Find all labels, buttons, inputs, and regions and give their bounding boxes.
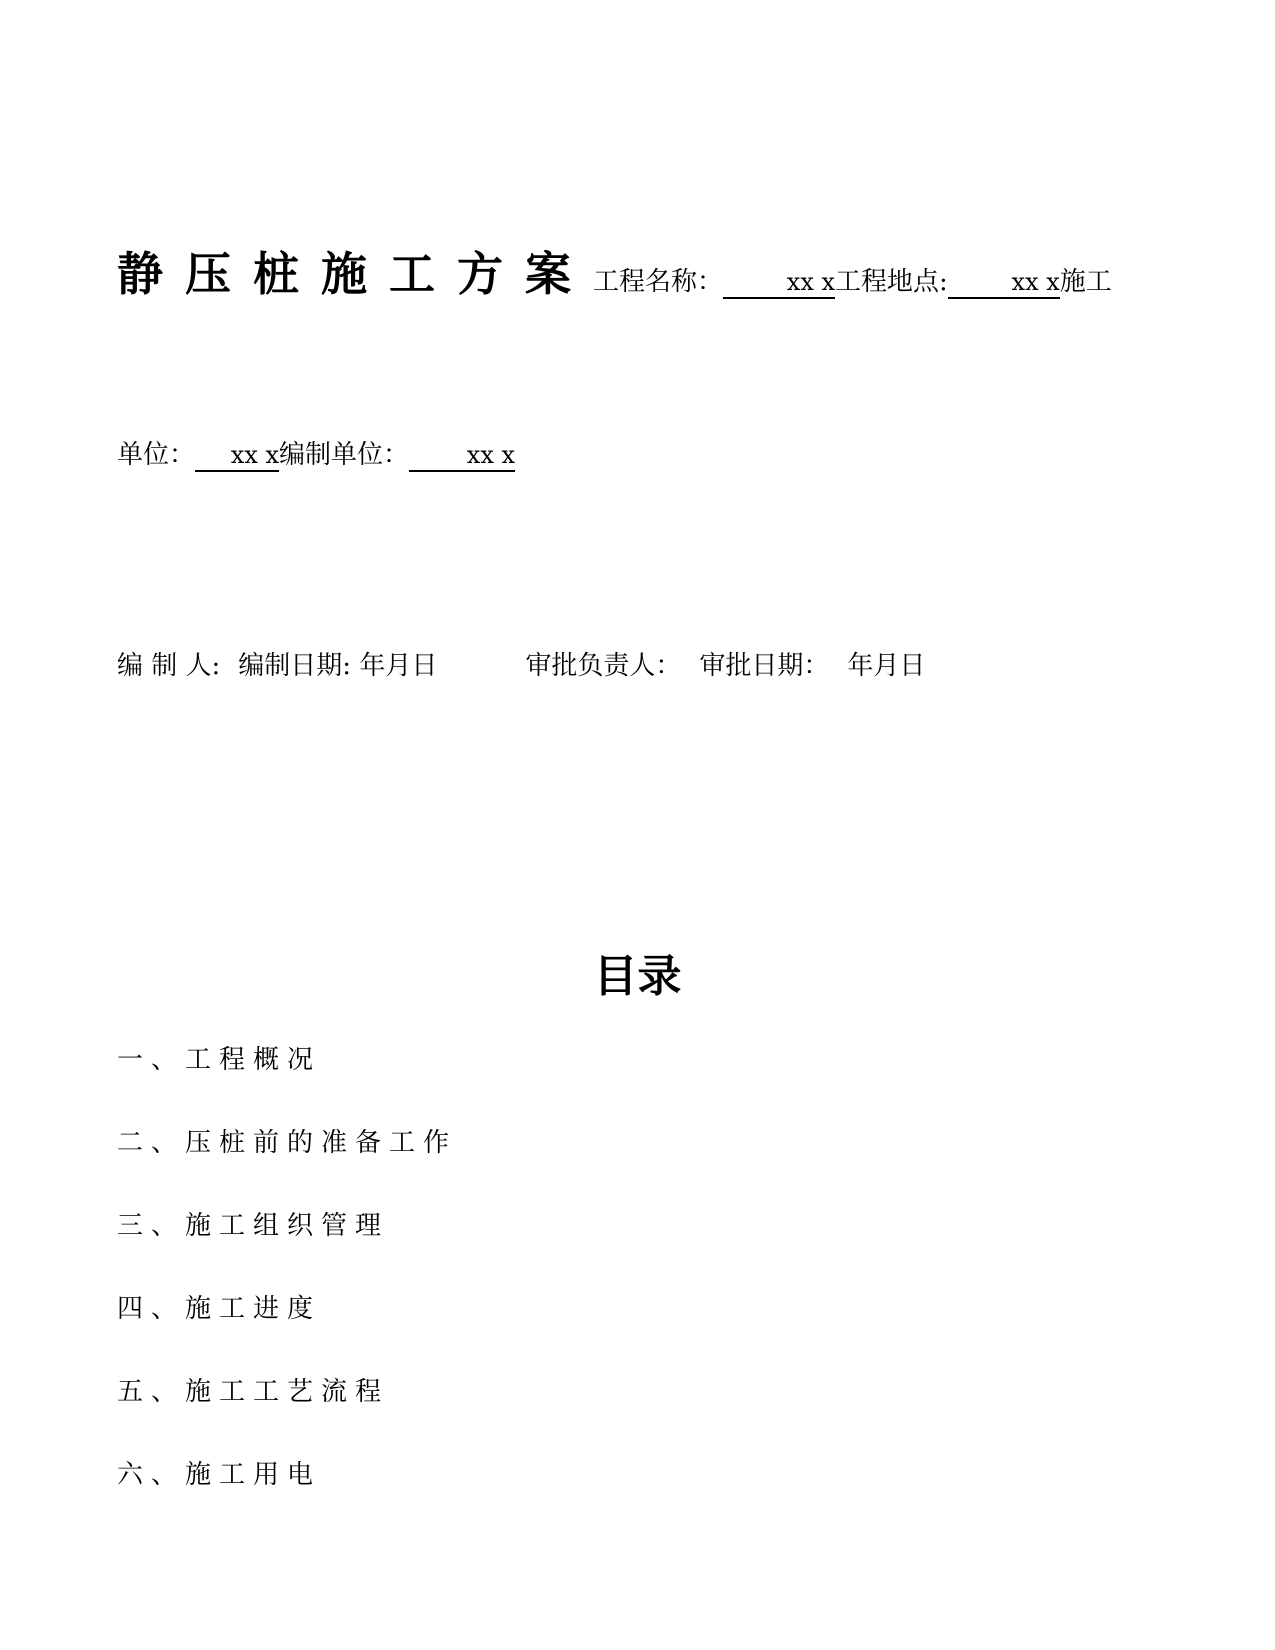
table-of-contents (117, 1040, 457, 1538)
project-location-label: 工程地点: (835, 267, 948, 297)
project-location-value: xx x (948, 267, 1060, 299)
construction-unit-value: xx x (195, 440, 279, 472)
cover-signoff-line (117, 645, 925, 682)
approve-date-value: 年月日 (847, 651, 926, 681)
approver-label: 审批负责人： (525, 651, 682, 681)
title-chars: 静压桩施工方案 (117, 247, 593, 301)
toc-item: 六、施工用电 (117, 1460, 322, 1490)
approve-date-label: 审批日期： (699, 651, 830, 681)
compiling-unit-value: xx x (409, 440, 515, 472)
compiling-unit-label: 编制单位： (279, 440, 410, 470)
toc-item: 五、施工工艺流程 (117, 1377, 390, 1407)
construction-unit-label-part1: 施工 (1059, 267, 1112, 297)
toc-item: 二、压桩前的准备工作 (117, 1128, 458, 1158)
construction-unit-label-part2: 单位： (117, 440, 196, 470)
document-title (117, 247, 593, 301)
author-label: 编 制 人: (117, 651, 221, 681)
cover-header-line (117, 238, 1177, 301)
cover-unit-line (117, 434, 515, 472)
project-name-label: 工程名称： (593, 267, 724, 297)
compile-date-value: 年月日 (359, 651, 438, 681)
compile-date-label: 编制日期: (238, 651, 352, 681)
toc-title: 目录 (593, 951, 682, 1002)
toc-item: 四、施工进度 (117, 1294, 322, 1324)
toc-item: 三、施工组织管理 (117, 1211, 390, 1241)
project-name-value: xx x (723, 267, 835, 299)
toc-item: 一、工程概况 (117, 1045, 322, 1075)
